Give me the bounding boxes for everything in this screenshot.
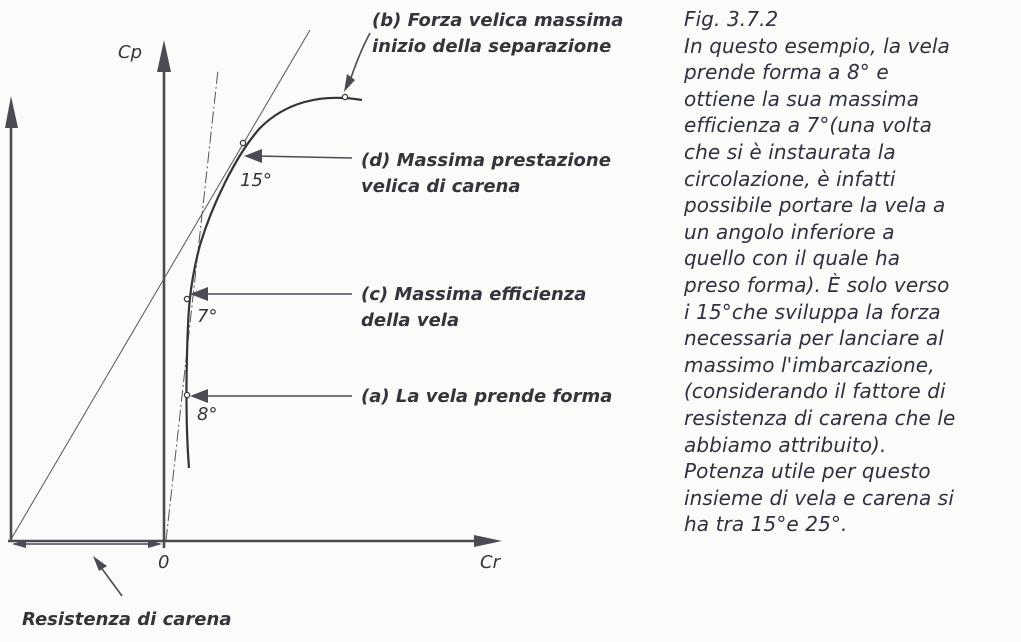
hull-resistance-label: Resistenza di carena (22, 609, 232, 630)
pointer-a-head (190, 389, 208, 403)
caption-line: un angolo inferiore a (684, 219, 895, 244)
caption-line: massimo l'imbarcazione, (684, 352, 935, 377)
caption-line: resistenza di carena che le (684, 405, 956, 430)
angle-15-label: 15° (240, 170, 272, 191)
annotation-b-line2: inizio della separazione (372, 36, 612, 57)
caption-line: insieme di vela e carena si (684, 485, 954, 510)
caption-line: Potenza utile per questo (684, 459, 931, 484)
caption-line: prende forma a 8° e (684, 60, 889, 85)
annotation-c-line1: (c) Massima efficienza (361, 284, 587, 305)
annotation-d-line1: (d) Massima prestazione (361, 150, 611, 171)
point-d (240, 140, 245, 145)
caption-line: efficienza a 7°(una volta (684, 113, 932, 138)
cp-axis-arrowhead (157, 40, 171, 72)
annotation-d-line2: velica di carena (361, 176, 521, 197)
tangent-line-hull (10, 30, 310, 541)
angle-8-label: 8° (197, 404, 218, 425)
pointer-d-head (244, 149, 262, 163)
caption-line: abbiamo attribuito). (684, 432, 887, 457)
caption-title: Fig. 3.7.2 (684, 7, 779, 31)
pointer-hull-resistance (100, 566, 122, 596)
cr-axis-arrowhead (474, 535, 502, 547)
caption-line: necessaria per lanciare al (684, 326, 944, 351)
caption-line: quello con il quale ha (684, 246, 901, 271)
point-c (184, 296, 189, 301)
y-axis-label: Cp (118, 42, 142, 63)
point-a (184, 392, 189, 397)
caption-line: ottiene la sua massima (684, 86, 920, 111)
x-axis-label: Cr (480, 552, 500, 573)
caption-line: i 15°che sviluppa la forza (684, 299, 941, 324)
caption-line: In questo esempio, la vela (684, 33, 950, 58)
pointer-d (256, 156, 352, 158)
caption-line: circolazione, è infatti (684, 166, 896, 191)
caption-line: preso forma). È solo verso (684, 272, 950, 297)
annotation-a-line1: (a) La vela prende forma (361, 386, 613, 407)
pointer-hull-resistance-head (93, 556, 107, 571)
origin-label: 0 (158, 552, 170, 573)
figure-caption (684, 6, 1019, 538)
angle-7-label: 7° (197, 306, 218, 327)
annotation-b-line1: (b) Forza velica massima (372, 10, 624, 31)
left-axis-arrowhead (5, 96, 18, 128)
caption-line: possibile portare la vela a (684, 193, 946, 218)
annotation-c-line2: della vela (361, 310, 460, 331)
caption-line: (considerando il fattore di (684, 379, 946, 404)
point-b (342, 94, 347, 99)
pointer-b-head (344, 74, 355, 92)
pointer-b (349, 33, 370, 84)
caption-line: che si è instaurata la (684, 139, 896, 164)
caption-line: ha tra 15°e 25°. (684, 512, 848, 537)
